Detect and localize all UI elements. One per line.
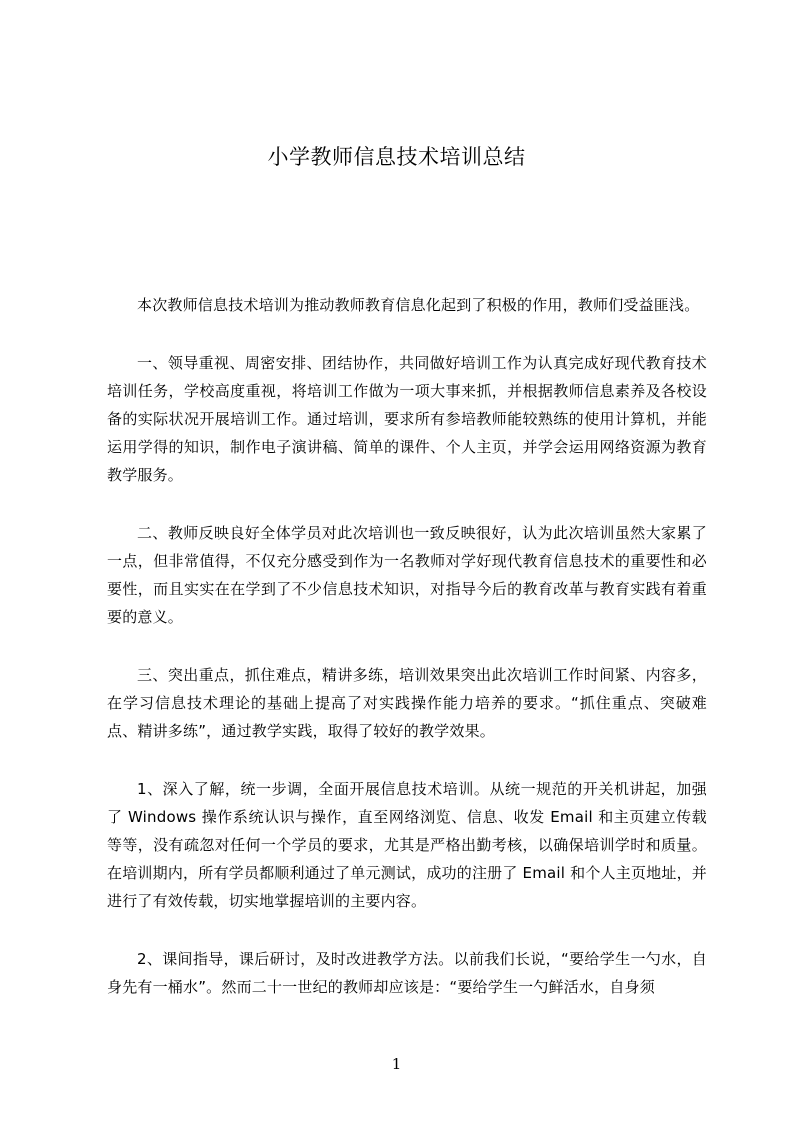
paragraph-section-1: 一、领导重视、周密安排、团结协作，共同做好培训工作为认真完成好现代教育技术培训任务，学校高度重视，将培训工作做为一项大事来抓，并根据教师信息素养及各校设备的实际状况开展培训工作。通过培训，要求所有参培教师能较熟练的使用计算机，并能运用学得的知识，制作电子演讲稿、简单的课件、个人主页，并学会运用网络资源为教育教学服务。 xyxy=(107,354,707,484)
page-number: 1 xyxy=(391,1055,402,1073)
document-title: 小学教师信息技术培训总结 xyxy=(267,145,526,169)
paragraph-item-2: 2、课间指导，课后研讨，及时改进教学方法。以前我们长说，“要给学生一勺水，自身先有一桶水”。然而二十一世纪的教师却应该是：“要给学生一勺鲜活水，自身须 xyxy=(107,950,707,996)
paragraph-intro: 本次教师信息技术培训为推动教师教育信息化起到了积极的作用，教师们受益匪浅。 xyxy=(137,296,700,314)
paragraph-section-2: 二、教师反映良好全体学员对此次培训也一致反映很好，认为此次培训虽然大家累了一点，但非常值得，不仅充分感受到作为一名教师对学好现代教育信息技术的重要性和必要性，而且实实在在学到了不少信息技术知识，对指导今后的教育改革与教育实践有着重要的意义。 xyxy=(107,524,707,626)
paragraph-item-1: 1、深入了解，统一步调，全面开展信息技术培训。从统一规范的开关机讲起，加强了 Windows 操作系统认识与操作，直至网络浏览、信息、收发 Email 和主页建立传载等等，没有疏忽对任何一个学员的要求，尤其是严格出勤考核，以确保培训学时和质量。在培训期内，所有学员都顺利通过了单元测试，成功的注册了 Email 和个人主页地址，并进行了有效传载，切实地掌握培训的主要内容。 xyxy=(107,780,707,910)
paragraph-section-3: 三、突出重点，抓住难点，精讲多练，培训效果突出此次培训工作时间紧、内容多，在学习信息技术理论的基础上提高了对实践操作能力培养的要求。“抓住重点、突破难点、精讲多练”，通过教学实践，取得了较好的教学效果。 xyxy=(107,666,707,740)
document-body xyxy=(107,291,707,1031)
